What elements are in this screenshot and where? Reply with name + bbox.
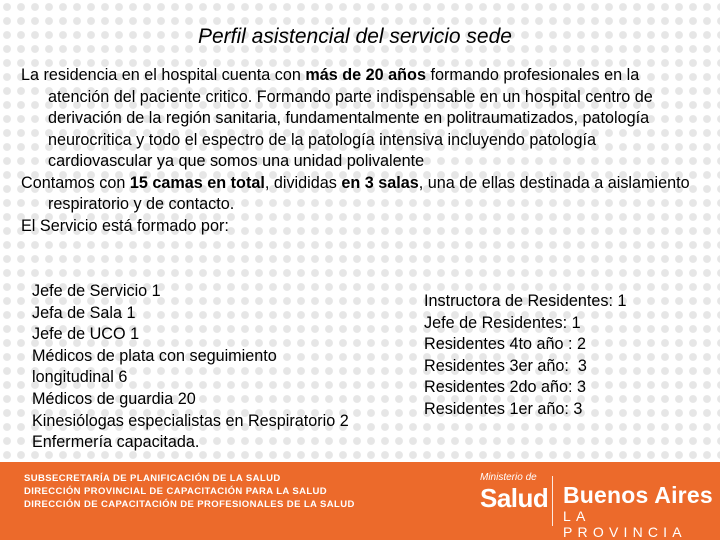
list-item: Kinesiólogas especialistas en Respiratorio 2	[32, 411, 349, 430]
paragraph-beds	[21, 173, 701, 216]
list-item: Médicos de guardia 20	[32, 389, 196, 408]
ministry-big-text: Salud	[480, 483, 549, 513]
list-item: Jefe de UCO 1	[32, 325, 140, 344]
p1-bold: más de 20 años	[305, 66, 426, 84]
list-item: Jefe de Servicio 1	[32, 282, 161, 300]
paragraph-residency	[21, 65, 701, 173]
ministry-small-text: Ministerio de	[480, 472, 537, 483]
staff-list-right	[424, 291, 714, 421]
footer-line: DIRECCIÓN DE CAPACITACIÓN DE PROFESIONALES DE LA SALUD	[24, 499, 355, 510]
list-item: Residentes 1er año: 3	[424, 399, 583, 418]
province-big-text: Buenos Aires	[563, 482, 713, 508]
p2-text-after: , una de ellas destinada a aislamiento respiratorio y de contacto.	[48, 173, 690, 213]
list-item: Residentes 2do año: 3	[424, 378, 586, 397]
province-small-text: LA PROVINCIA	[563, 508, 687, 540]
p1-text-after: formando profesionales en la atención del paciente critico. Formando parte indispensable en un hospital centro de derivación de la región sanitaria, fundamentalmente en politraumatizados, patología neurocritica y todo el espectro de la patología intensiva incluyendo patología cardiovascular ya que somos una unidad polivalente	[48, 66, 653, 170]
footer-department-lines	[24, 472, 355, 511]
footer-line: SUBSECRETARÍA DE PLANIFICACIÓN DE LA SALUD	[24, 473, 281, 484]
footer-bar	[0, 462, 720, 540]
list-item: Instructora de Residentes: 1	[424, 292, 627, 310]
p2-text-before: Contamos con	[21, 173, 130, 192]
footer-line: DIRECCIÓN PROVINCIAL DE CAPACITACIÓN PARA LA SALUD	[24, 486, 328, 497]
list-item: Médicos de plata con seguimiento longitudinal 6	[32, 346, 277, 387]
list-item: Residentes 3er año: 3	[424, 356, 587, 375]
ministry-logo	[480, 472, 550, 512]
p2-bold-rooms: en 3 salas	[341, 173, 419, 192]
slide-title: Perfil asistencial del servicio sede	[198, 25, 512, 48]
logo-divider	[552, 476, 553, 526]
list-item: Enfermería capacitada.	[32, 433, 200, 452]
slide-body	[21, 65, 701, 237]
p1-text-before: La residencia en el hospital cuenta con	[21, 66, 306, 84]
staff-list-left	[32, 281, 402, 454]
list-item: Residentes 4to año : 2	[424, 335, 586, 354]
list-item: Jefe de Residentes: 1	[424, 313, 581, 332]
p2-text-middle: , divididas	[264, 173, 342, 192]
list-item: Jefa de Sala 1	[32, 303, 136, 322]
province-logo	[563, 482, 713, 540]
p2-bold-beds: 15 camas en total	[129, 173, 265, 192]
paragraph-staff-intro: El Servicio está formado por:	[21, 216, 229, 235]
